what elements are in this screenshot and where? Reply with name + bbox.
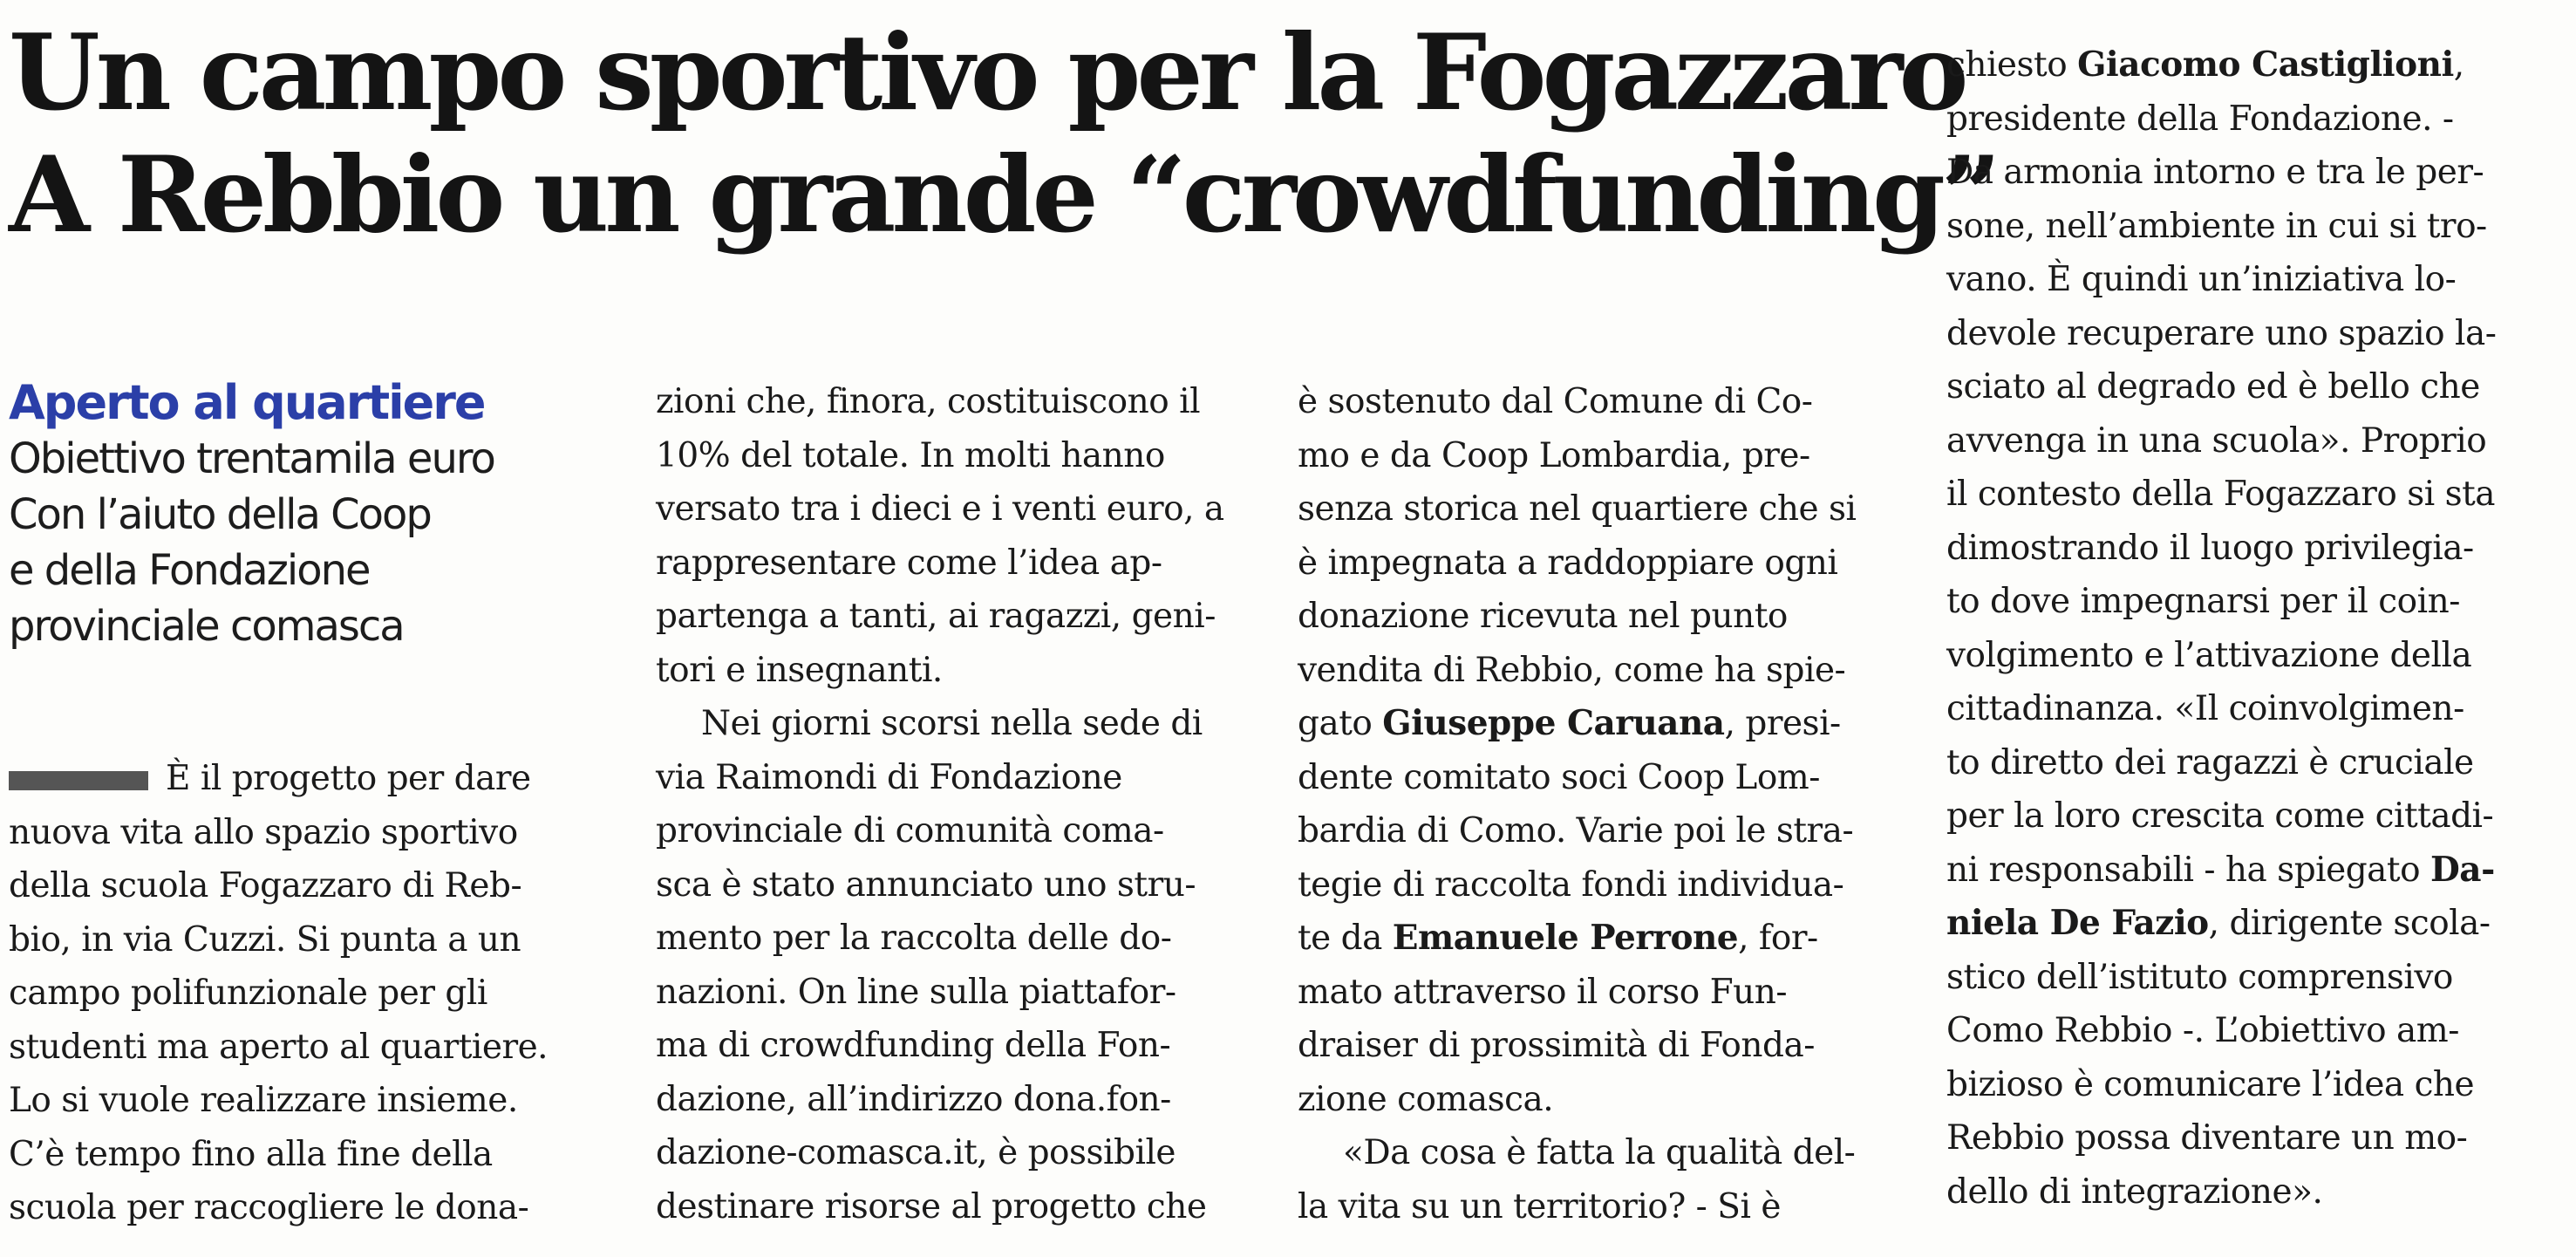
text-line: dimostrando il luogo privilegia-: [1946, 528, 2474, 568]
article-headline: [9, 11, 1997, 256]
text-line: [9, 752, 602, 806]
text-line: [1298, 912, 1899, 966]
text-line: [1946, 897, 2548, 951]
text-line: 10% del totale. In molti hanno: [656, 435, 1165, 475]
text-line: della scuola Fogazzaro di Reb-: [9, 866, 522, 905]
text-line: dello di integrazione».: [1946, 1172, 2323, 1212]
text-span: , for-: [1738, 919, 1818, 958]
text-line: bio, in via Cuzzi. Si punta a un: [9, 919, 521, 960]
text-line: destinare risorse al progetto che: [656, 1186, 1207, 1226]
kicker-box: [9, 375, 576, 654]
text-line: Lo si vuole realizzare insieme.: [9, 1081, 518, 1120]
text-line: nuova vita allo spazio sportivo: [9, 812, 518, 852]
text-line: vano. È quindi un’iniziativa lo-: [1946, 260, 2457, 299]
text-line: studenti ma aperto al quartiere.: [9, 1027, 549, 1067]
text-line: «Da cosa è fatta la qualità del-: [1343, 1133, 1856, 1172]
text-line: zione comasca.: [1298, 1079, 1554, 1119]
text-line: Como Rebbio -. L’obiettivo am-: [1946, 1011, 2459, 1050]
text-line: sone, nell’ambiente in cui si tro-: [1946, 206, 2487, 246]
text-line: via Raimondi di Fondazione: [656, 757, 1122, 797]
headline-line-2: A Rebbio un grande “crowdfunding”: [9, 133, 1997, 256]
article-column-4: [1946, 38, 2548, 1219]
text-span: gato: [1298, 704, 1383, 743]
text-line: provinciale di comunità coma-: [656, 811, 1164, 851]
text-line: dazione-comasca.it, è possibile: [656, 1133, 1176, 1172]
person-name: Giuseppe Caruana: [1382, 703, 1725, 743]
person-name: niela De Fazio: [1946, 903, 2209, 943]
text-line: devole recuperare uno spazio la-: [1946, 313, 2497, 353]
text-line: C’è tempo fino alla fine della: [9, 1134, 493, 1174]
text-line: to dove impegnarsi per il coin-: [1946, 582, 2460, 621]
text-line: campo polifunzionale per gli: [9, 973, 487, 1013]
text-line: donazione ricevuta nel punto: [1298, 597, 1788, 636]
text-line: [1946, 38, 2548, 92]
text-line: rappresentare come l’idea ap-: [656, 543, 1162, 583]
text-span: , presi-: [1724, 704, 1841, 743]
text-line: la vita su un territorio? - Si è: [1298, 1186, 1781, 1226]
text-line: vendita di Rebbio, come ha spie-: [1298, 650, 1846, 690]
article-column-2: [656, 375, 1249, 1233]
text-line: senza storica nel quartiere che si: [1298, 489, 1857, 529]
text-line: volgimento e l’attivazione della: [1946, 635, 2472, 675]
text-line: tori e insegnanti.: [656, 650, 943, 690]
text-line: versato tra i dieci e i venti euro, a: [656, 489, 1224, 529]
text-line: scuola per raccogliere le dona-: [9, 1188, 529, 1227]
text-line: è impegnata a raddoppiare ogni: [1298, 543, 1838, 583]
text-line: mato attraverso il corso Fun-: [1298, 972, 1788, 1012]
text-line: draiser di prossimità di Fonda-: [1298, 1026, 1815, 1065]
text-span: ni responsabili - ha spiegato: [1946, 850, 2430, 890]
person-name: Da-: [2429, 849, 2495, 890]
text-line: è sostenuto dal Comune di Co-: [1298, 382, 1813, 421]
text-span: te da: [1298, 919, 1393, 958]
text-line: zioni che, finora, costituiscono il: [656, 382, 1201, 421]
text-line: bardia di Como. Varie poi le stra-: [1298, 811, 1854, 851]
text-line: sca è stato annunciato uno stru-: [656, 864, 1196, 905]
text-line: tegie di raccolta fondi individua-: [1298, 864, 1844, 905]
kicker-line: provinciale comasca: [9, 602, 404, 651]
text-line: sciato al degrado ed è bello che: [1946, 367, 2480, 406]
text-span: chiesto: [1946, 45, 2078, 85]
kicker-line: Obiettivo trentamila euro: [9, 434, 494, 483]
text-line: presidente della Fondazione. -: [1946, 99, 2454, 139]
kicker-label: Aperto al quartiere: [9, 375, 485, 430]
text-span: ,: [2453, 45, 2464, 85]
text-line: mo e da Coop Lombardia, pre-: [1298, 435, 1810, 475]
text-line: dazione, all’indirizzo dona.fon-: [656, 1079, 1171, 1119]
text-line: Da armonia intorno e tra le per-: [1946, 153, 2484, 192]
article-start-marker: [9, 771, 148, 790]
text-line: nazioni. On line sulla piattafor-: [656, 972, 1176, 1012]
article-column-1: [9, 752, 602, 1235]
kicker-line: e della Fondazione: [9, 546, 370, 595]
person-name: Giacomo Castiglioni: [2077, 44, 2454, 85]
text-span: , dirigente scola-: [2208, 904, 2491, 943]
text-line: [1298, 697, 1899, 751]
text-line: avvenga in una scuola». Proprio: [1946, 420, 2487, 461]
text-line: mento per la raccolta delle do-: [656, 919, 1172, 958]
text-line: per la loro crescita come cittadi-: [1946, 796, 2494, 836]
text-line: to diretto dei ragazzi è cruciale: [1946, 742, 2474, 782]
person-name: Emanuele Perrone: [1392, 918, 1739, 958]
text-line: Rebbio possa diventare un mo-: [1946, 1118, 2468, 1158]
text-line: ma di crowdfunding della Fon-: [656, 1026, 1171, 1065]
text-line: [1946, 844, 2548, 898]
kicker-line: Con l’aiuto della Coop: [9, 490, 431, 539]
text-line: il contesto della Fogazzaro si sta: [1946, 475, 2496, 514]
text-line: partenga a tanti, ai ragazzi, geni-: [656, 597, 1216, 636]
text-line: dente comitato soci Coop Lom-: [1298, 757, 1820, 797]
text-line: bizioso è comunicare l’idea che: [1946, 1064, 2475, 1104]
headline-line-1: Un campo sportivo per la Fogazzaro: [9, 11, 1965, 134]
text-line: cittadinanza. «Il coinvolgimen-: [1946, 689, 2464, 728]
article-column-3: [1298, 375, 1899, 1233]
text-line: Nei giorni scorsi nella sede di: [701, 704, 1203, 743]
text-span: È il progetto per dare: [166, 759, 531, 798]
text-line: stico dell’istituto comprensivo: [1946, 957, 2453, 997]
